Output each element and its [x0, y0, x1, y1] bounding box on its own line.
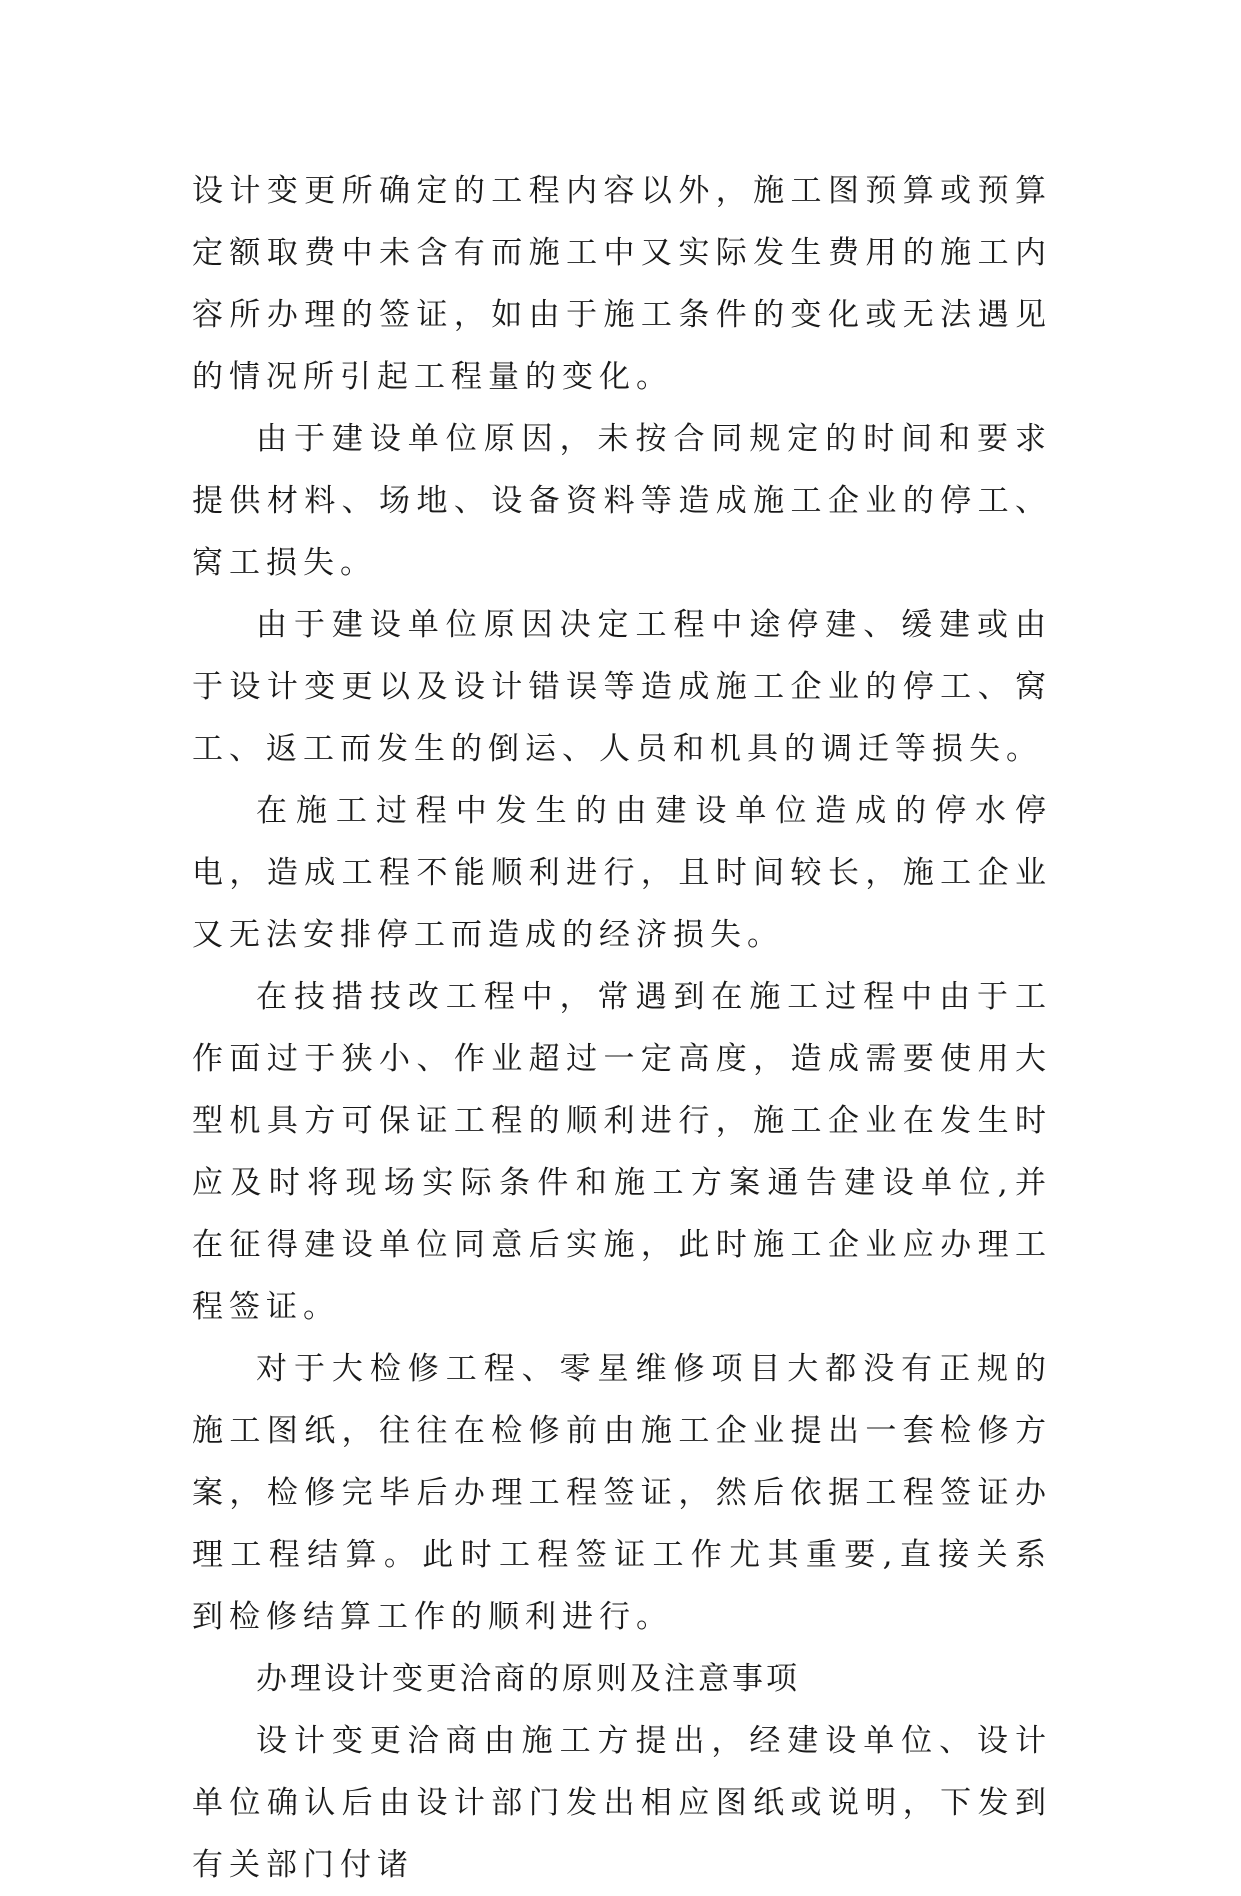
paragraph-1: 设计变更所确定的工程内容以外，施工图预算或预算定额取费中未含有而施工中又实际发生费用的施工内容所办理的签证，如由于施工条件的变化或无法遇见的情况所引起工程量的变化。 [192, 173, 1052, 395]
document-body [192, 160, 1052, 1896]
paragraph-2: 由于建设单位原因，未按合同规定的时间和要求提供材料、场地、设备资料等造成施工企业的停工、窝工损失。 [192, 421, 1052, 581]
paragraph-7: 设计变更洽商由施工方提出，经建设单位、设计单位确认后由设计部门发出相应图纸或说明，下发到有关部门付诸 [192, 1723, 1052, 1883]
paragraph-6: 对于大检修工程、零星维修项目大都没有正规的施工图纸，往往在检修前由施工企业提出一套检修方案，检修完毕后办理工程签证，然后依据工程签证办理工程结算。此时工程签证工作尤其重要,直接关系到检修结算工作的顺利进行。 [192, 1351, 1052, 1635]
paragraph-4: 在施工过程中发生的由建设单位造成的停水停电，造成工程不能顺利进行，且时间较长，施工企业又无法安排停工而造成的经济损失。 [192, 793, 1052, 953]
section-heading: 办理设计变更洽商的原则及注意事项 [256, 1661, 800, 1697]
paragraph-5: 在技措技改工程中，常遇到在施工过程中由于工作面过于狭小、作业超过一定高度，造成需要使用大型机具方可保证工程的顺利进行，施工企业在发生时应及时将现场实际条件和施工方案通告建设单位,并在征得建设单位同意后实施，此时施工企业应办理工程签证。 [192, 979, 1052, 1325]
paragraph-3: 由于建设单位原因决定工程中途停建、缓建或由于设计变更以及设计错误等造成施工企业的停工、窝工、返工而发生的倒运、人员和机具的调迁等损失。 [192, 607, 1052, 767]
